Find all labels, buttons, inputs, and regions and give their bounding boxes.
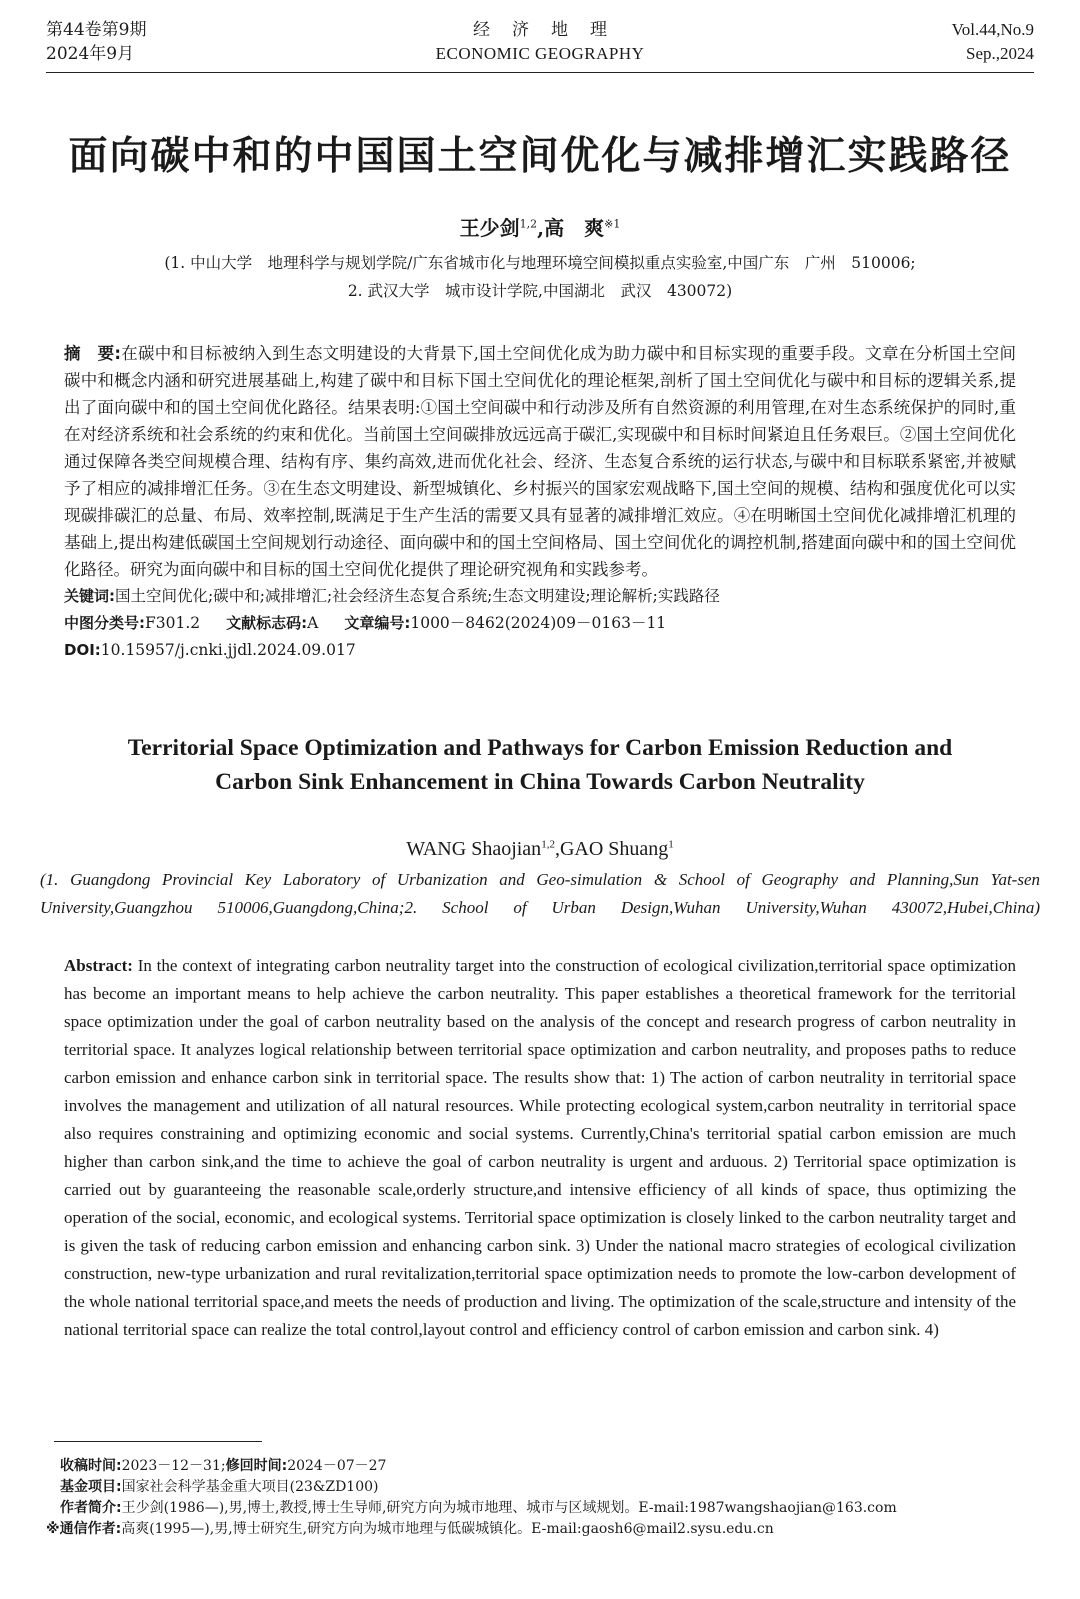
issue-info-en xyxy=(952,18,1034,66)
authors-en xyxy=(0,838,1080,861)
classification-line xyxy=(64,610,1016,637)
abstract-cn xyxy=(64,340,1016,583)
volume-issue-en: Vol.44,No.9 xyxy=(951,20,1034,39)
article-no-label: 文章编号: xyxy=(344,614,411,632)
affiliation-line: (1. 中山大学 地理科学与规划学院/广东省城市化与地理环境空间模拟重点实验室,中国广东 广州 510006; xyxy=(164,254,916,272)
doi-label: DOI: xyxy=(64,641,101,659)
received-value: 2023－12－31; xyxy=(121,1458,226,1474)
journal-name xyxy=(46,18,1034,66)
clc-label: 中图分类号: xyxy=(64,614,145,632)
paper-title-en xyxy=(40,731,1040,799)
keywords-label: 关键词: xyxy=(64,587,115,605)
corresponding-label: ※通信作者: xyxy=(46,1521,122,1537)
date-en: Sep.,2024 xyxy=(966,44,1034,63)
volume-issue-cn: 第44卷第9期 xyxy=(46,20,147,40)
abstract-en-label: Abstract: xyxy=(64,956,133,975)
author-affiliation-mark: 1,2 xyxy=(541,838,555,851)
affiliations-en: (1. Guangdong Provincial Key Laboratory of Urbanization and Geo-simulation & School of Geography and Planning,Sun Yat-sen University,Guangzhou 510006,Guangdong,China;2. School of Urban Design,Wuhan University,Wuhan 430072,Hubei,China) xyxy=(40,870,1040,917)
author-name: WANG Shaojian xyxy=(406,838,542,860)
affiliations-cn xyxy=(60,249,1020,305)
journal-name-en: ECONOMIC GEOGRAPHY xyxy=(435,44,645,63)
revised-label: 修回时间: xyxy=(225,1458,288,1474)
author-name: 高 爽 xyxy=(544,216,605,240)
journal-name-cn: 经济地理 xyxy=(473,20,629,40)
author-separator: , xyxy=(554,838,560,860)
footnote-corresponding xyxy=(46,1519,1034,1540)
footnote-divider xyxy=(54,1441,262,1442)
author-affiliation-mark: 1 xyxy=(668,838,674,851)
fund-value: 国家社会科学基金重大项目(23&ZD100) xyxy=(121,1479,379,1495)
title-en-line: Carbon Sink Enhancement in China Towards Carbon Neutrality xyxy=(215,769,865,795)
footnote-author xyxy=(46,1498,1034,1519)
author-bio-value: 王少剑(1986—),男,博士,教授,博士生导师,研究方向为城市地理、城市与区域规划。E-mail:1987wangshaojian@163.com xyxy=(121,1500,897,1516)
doi-line xyxy=(64,637,1016,664)
fund-label: 基金项目: xyxy=(60,1479,122,1495)
revised-value: 2024－07－27 xyxy=(287,1458,387,1474)
affiliation-line: 2. 武汉大学 城市设计学院,中国湖北 武汉 430072) xyxy=(347,282,733,300)
journal-header xyxy=(46,18,1034,70)
abstract-en-text: In the context of integrating carbon neutrality target into the construction of ecological civilization,territorial space optimization has become an important means to help achieve the carbon neutrality. This paper establishes a theoretical framework for the territorial space optimization under the goal of carbon neutrality based on the analysis of the concept and research progress of carbon neutrality in territorial space. It analyzes logical relationship between territorial space optimization and carbon neutrality, and proposes paths to reduce carbon emission and enhance carbon sink in territorial space. The results show that: 1) The action of carbon neutrality in territorial space involves the management and utilization of all natural resources. While protecting ecological system,carbon neutrality in territorial space also requires constraining and optimizing economic and social systems. Currently,China's territorial spatial carbon emission are much higher than carbon sink,and the time to achieve the goal of carbon neutrality is urgent and arduous. 2) Territorial space optimization is carried out by guaranteeing the reasonable scale,orderly structure,and intensive efficiency of all kinds of space, thus optimizing the operation of the social, economic, and ecological systems. Territorial space optimization is closely linked to the carbon neutrality target and is given the task of reducing carbon emission and enhancing carbon sink. 3) Under the national macro strategies of ecological civilization construction, new-type urbanization and rural revitalization,territorial space optimization needs to promote the low-carbon development of the whole national territorial space,and meets the needs of production and living. The optimization of the scale,structure and intensity of the national territorial space can realize the total control,layout control and efficiency control of carbon emission and carbon sink. 4) xyxy=(64,956,1017,1339)
author-name: GAO Shuang xyxy=(559,838,669,860)
author-bio-label: 作者简介: xyxy=(60,1500,122,1516)
header-divider xyxy=(46,72,1034,73)
author-affiliation-mark: ※1 xyxy=(604,217,621,231)
author-affiliation-mark: 1,2 xyxy=(519,217,538,231)
date-cn: 2024年9月 xyxy=(46,44,135,64)
doc-code-value: A xyxy=(307,614,319,632)
title-en-line: Territorial Space Optimization and Pathways for Carbon Emission Reduction and xyxy=(127,735,953,761)
abstract-cn-label: 摘 要: xyxy=(64,344,121,363)
clc-value: F301.2 xyxy=(145,614,201,632)
paper-title-cn: 面向碳中和的中国国土空间优化与减排增汇实践路径 xyxy=(68,134,1012,179)
abstract-cn-block xyxy=(64,340,1016,664)
received-label: 收稿时间: xyxy=(60,1458,122,1474)
doc-code-label: 文献标志码: xyxy=(226,614,308,632)
article-no-value: 1000－8462(2024)09－0163－11 xyxy=(410,614,667,632)
authors-cn xyxy=(0,212,1080,241)
footnote-dates xyxy=(46,1456,1034,1477)
footnote-fund xyxy=(46,1477,1034,1498)
keywords-text: 国土空间优化;碳中和;减排增汇;社会经济生态复合系统;生态文明建设;理论解析;实践路径 xyxy=(115,587,720,605)
author-separator: , xyxy=(537,216,545,240)
footnotes xyxy=(46,1456,1034,1540)
abstract-cn-text: 在碳中和目标被纳入到生态文明建设的大背景下,国土空间优化成为助力碳中和目标实现的重要手段。文章在分析国土空间碳中和概念内涵和研究进展基础上,构建了碳中和目标下国土空间优化的理论框架,剖析了国土空间优化与碳中和目标的逻辑关系,提出了面向碳中和的国土空间优化路径。结果表明:①国土空间碳中和行动涉及所有自然资源的利用管理,在对生态系统保护的同时,重在对经济系统和社会系统的约束和优化。当前国土空间碳排放远远高于碳汇,实现碳中和目标时间紧迫且任务艰巨。②国土空间优化通过保障各类空间规模合理、结构有序、集约高效,进而优化社会、经济、生态复合系统的运行状态,与碳中和目标联系紧密,并被赋予了相应的减排增汇任务。③在生态文明建设、新型城镇化、乡村振兴的国家宏观战略下,国土空间的规模、结构和强度优化可以实现碳排碳汇的总量、布局、效率控制,既满足于生产生活的需要又具有显著的减排增汇效应。④在明晰国土空间优化减排增汇机理的基础上,提出构建低碳国土空间规划行动途径、面向碳中和的国土空间格局、国土空间优化的调控机制,搭建面向碳中和的国土空间优化路径。研究为面向碳中和目标的国土空间优化提供了理论研究视角和实践参考。 xyxy=(64,344,1016,579)
keywords-cn xyxy=(64,583,1016,610)
abstract-en xyxy=(64,952,1016,1344)
author-name: 王少剑 xyxy=(459,216,520,240)
doi-value[interactable]: 10.15957/j.cnki.jjdl.2024.09.017 xyxy=(100,641,356,659)
corresponding-value: 高爽(1995—),男,博士研究生,研究方向为城市地理与低碳城镇化。E-mail:gaosh6@mail2.sysu.edu.cn xyxy=(121,1521,774,1537)
